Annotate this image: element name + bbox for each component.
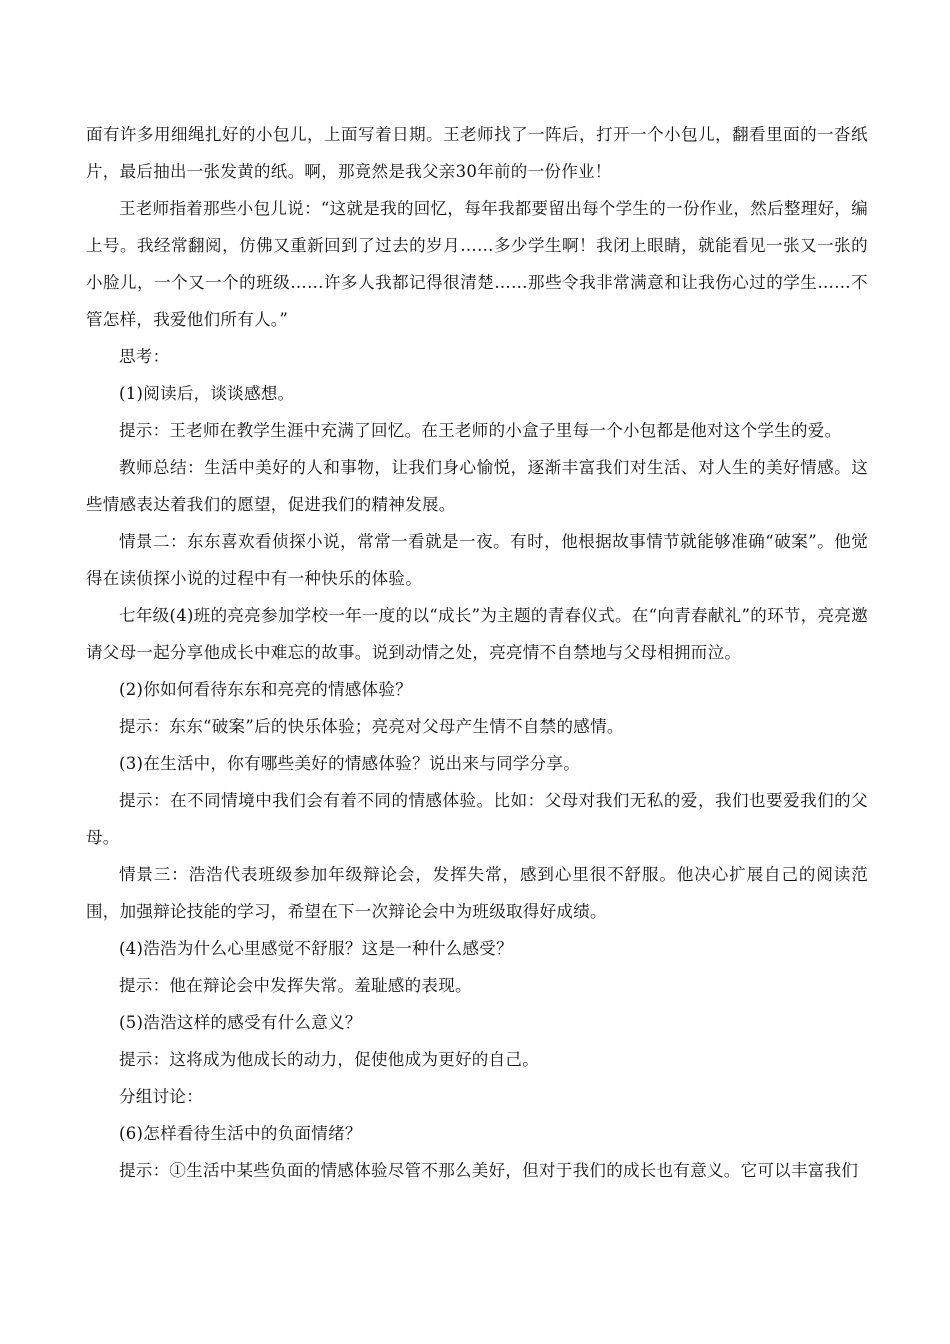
paragraph-group-discussion: 分组讨论： (119, 1087, 203, 1106)
paragraph-hint-4: 提示：他在辩论会中发挥失常。羞耻感的表现。 (119, 976, 472, 995)
paragraph-teacher-quote: 王老师指着那些小包儿说：“这就是我的回忆，每年我都要留出每个学生的一份作业，然后整理好，编上号。我经常翻阅，仿佛又重新回到了过去的岁月……多少学生啊！我闭上眼睛，就能看见一张又一张的小脸儿，一个又一个的班级……许多人我都记得很清楚……那些令我非常满意和让我伤心过的学生……不管怎样，我爱他们所有人。” (86, 199, 868, 329)
paragraph-liangliang-story: 七年级(4)班的亮亮参加学校一年一度的以“成长”为主题的青春仪式。在“向青春献礼”的环节，亮亮邀请父母一起分享他成长中难忘的故事。说到动情之处，亮亮情不自禁地与父母相拥而泣。 (86, 606, 868, 662)
paragraph-hint-3: 提示：在不同情境中我们会有着不同的情感体验。比如：父母对我们无私的爱，我们也要爱我们的父母。 (86, 791, 868, 847)
paragraph-teacher-summary: 教师总结：生活中美好的人和事物，让我们身心愉悦，逐渐丰富我们对生活、对人生的美好情感。这些情感表达着我们的愿望，促进我们的精神发展。 (86, 458, 868, 514)
paragraph-think-heading: 思考： (119, 347, 170, 366)
paragraph-scenario-3: 情景三：浩浩代表班级参加年级辩论会，发挥失常，感到心里很不舒服。他决心扩展自己的阅读范围，加强辩论技能的学习，希望在下一次辩论会中为班级取得好成绩。 (86, 865, 868, 921)
paragraph-hint-6: 提示：①生活中某些负面的情感体验尽管不那么美好，但对于我们的成长也有意义。它可以丰富我们 (119, 1161, 859, 1180)
paragraph-hint-5: 提示：这将成为他成长的动力，促使他成为更好的自己。 (119, 1050, 539, 1069)
paragraph-question-1: (1)阅读后，谈谈感想。 (119, 384, 295, 403)
paragraph-scenario-2: 情景二：东东喜欢看侦探小说，常常一看就是一夜。有时，他根据故事情节就能够准确“破案”。他觉得在读侦探小说的过程中有一种快乐的体验。 (86, 532, 868, 588)
document-body (86, 116, 868, 1189)
paragraph-question-4: (4)浩浩为什么心里感觉不舒服？这是一种什么感受？ (119, 939, 513, 958)
paragraph-question-3: (3)在生活中，你有哪些美好的情感体验？说出来与同学分享。 (119, 754, 581, 773)
paragraph-question-6: (6)怎样看待生活中的负面情绪？ (119, 1124, 362, 1143)
paragraph-hint-1: 提示：王老师在教学生涯中充满了回忆。在王老师的小盒子里每一个小包都是他对这个学生的爱。 (119, 421, 842, 440)
paragraph-question-5: (5)浩浩这样的感受有什么意义？ (119, 1013, 362, 1032)
paragraph-question-2: (2)你如何看待东东和亮亮的情感体验？ (119, 680, 413, 699)
paragraph-story-continuation: 面有许多用细绳扎好的小包儿，上面写着日期。王老师找了一阵后，打开一个小包儿，翻看里面的一沓纸片，最后抽出一张发黄的纸。啊，那竟然是我父亲30年前的一份作业！ (86, 125, 868, 181)
paragraph-hint-2: 提示：东东“破案”后的快乐体验；亮亮对父母产生情不自禁的感情。 (119, 717, 624, 736)
